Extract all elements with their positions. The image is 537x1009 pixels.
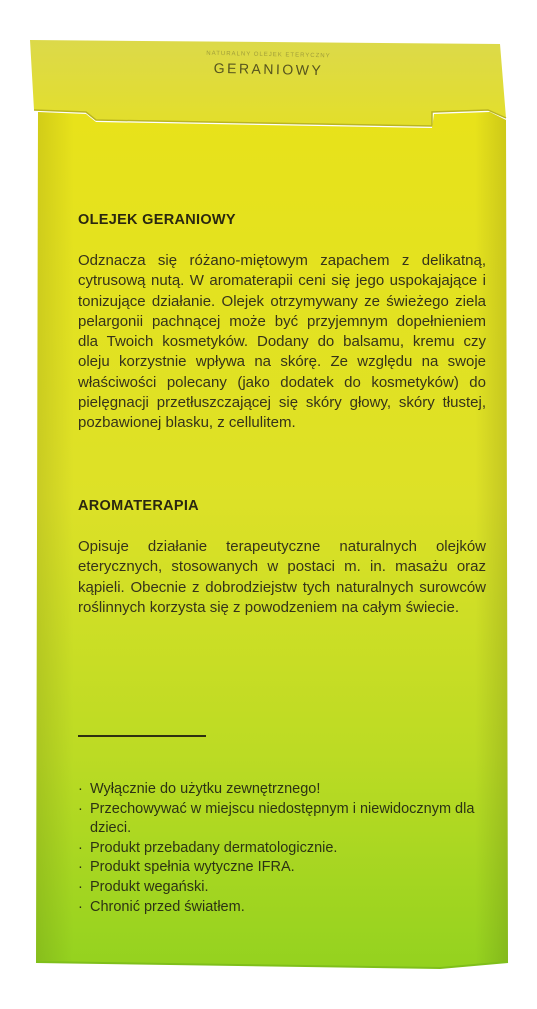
list-item: · Przechowywać w miejscu niedostępnym i niewidocznym dla dzieci.	[78, 800, 498, 839]
lid-subtitle: NATURALNY OLEJEK ETERYCZNY	[206, 50, 331, 60]
list-item: · Produkt spełnia wytyczne IFRA.	[78, 858, 498, 878]
list-item: · Wyłącznie do użytku zewnętrznego!	[78, 780, 498, 800]
divider-line	[78, 735, 206, 737]
list-item: · Produkt przebadany dermatologicznie.	[78, 839, 498, 859]
section-body-geranium: Odznacza się różano-miętowym zapachem z delikatną, cytrusową nutą. W aromaterapii ceni się jego uspokajające i tonizujące działanie. Olejek otrzymywany ze świeżego ziela pelargonii pachnącej może być przyjemnym dopełnieniem dla Twoich kosmetyków. Dodany do balsamu, kremu czy oleju korzystnie wpływa na skórę. Ze względu na swoje właściwości polecany (jako dodatek do kosmetyków) do pielęgnacji przetłuszczającej się skóry głowy, skóry tłustej, pozbawionej blasku, z cellulitem.	[78, 252, 486, 432]
section-body-aromatherapy: Opisuje działanie terapeutyczne naturalnych olejków eterycznych, stosowanych w postaci m. in. masażu oraz kąpieli. Obecnie z dobrodziejstw tych naturalnych surowców roślinnych korzysta się z powodzeniem na całym świecie.	[78, 538, 486, 616]
section-heading-aromatherapy: AROMATERAPIA	[78, 498, 199, 514]
list-item: · Produkt wegański.	[78, 878, 498, 898]
list-item: · Chronić przed światłem.	[78, 898, 498, 918]
lid-title: GERANIOWY	[213, 59, 324, 79]
warnings-list	[78, 780, 498, 917]
section-heading-geranium: OLEJEK GERANIOWY	[78, 212, 236, 228]
